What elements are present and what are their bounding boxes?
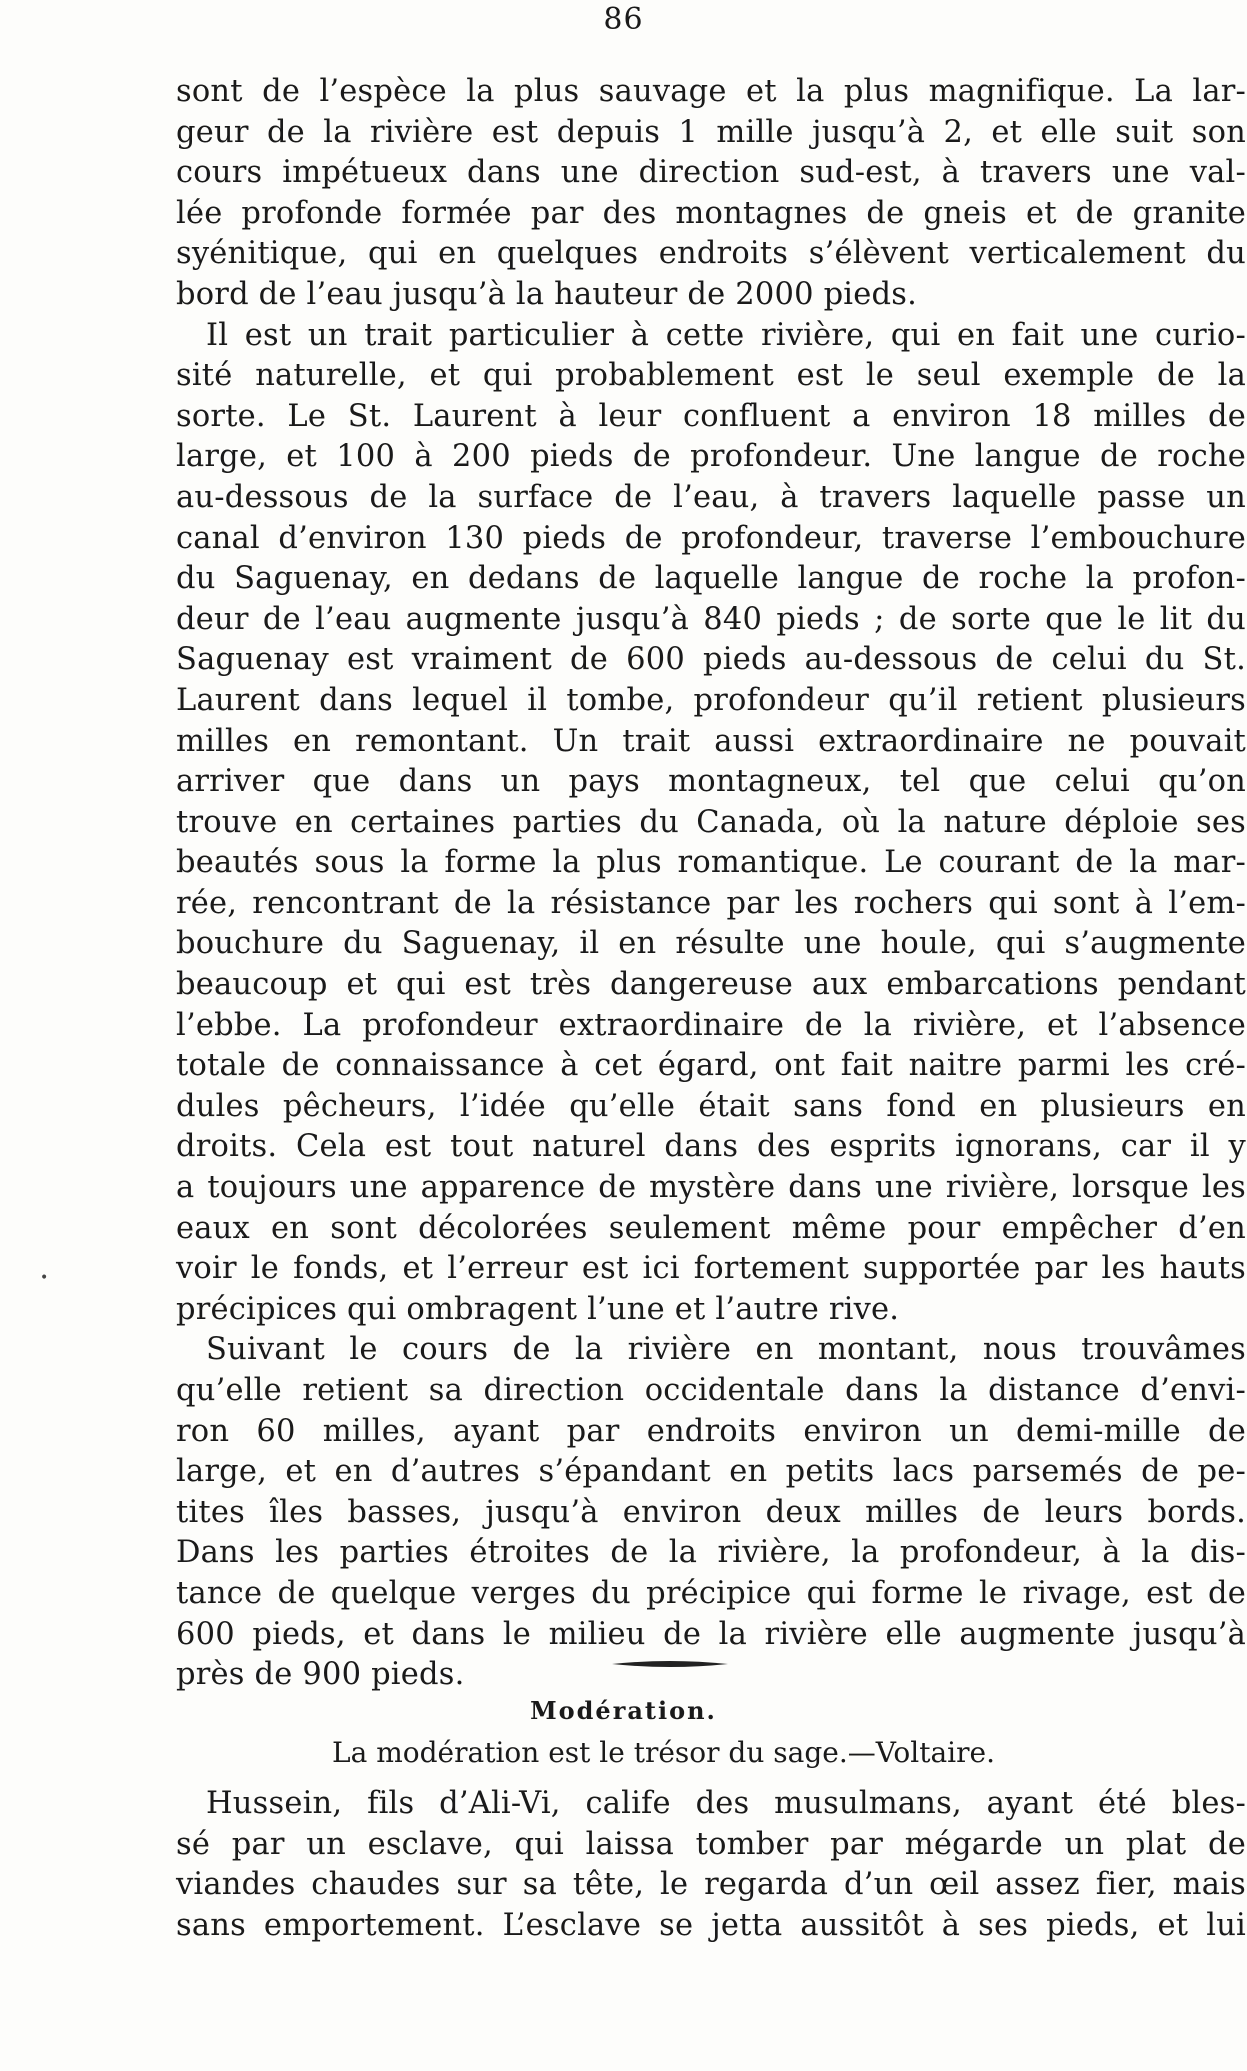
- text-line: syénitique, qui en quelques endroits s’élèvent verticalement du: [176, 236, 1246, 272]
- text-line: lée profonde formée par des montagnes de gneis et de granite: [176, 195, 1246, 231]
- section-text: [176, 1784, 1246, 1946]
- text-line: qu’elle retient sa direction occidentale dans la distance d’envi-: [176, 1373, 1246, 1408]
- text-line: a toujours une apparence de mystère dans une rivière, lorsque les: [176, 1170, 1246, 1206]
- text-line: bouchure du Saguenay, il en résulte une houle, qui s’augmente: [176, 926, 1246, 962]
- text-line: Il est un trait particulier à cette rivière, qui en fait une curio-: [206, 317, 1246, 353]
- text-line: large, et en d’autres s’épandant en petits lacs parsemés de pe-: [176, 1454, 1246, 1490]
- page-number: 86: [603, 2, 644, 37]
- text-line: du Saguenay, en dedans de laquelle langue de roche la profon-: [176, 561, 1246, 597]
- text-line: tites îles basses, jusqu’à environ deux milles de leurs bords.: [176, 1494, 1246, 1530]
- text-line: eaux en sont décolorées seulement même pour empêcher d’en: [176, 1210, 1246, 1246]
- text-line: sité naturelle, et qui probablement est le seul exemple de la: [176, 358, 1246, 394]
- text-line: Laurent dans lequel il tombe, profondeur qu’il retient plusieurs: [176, 682, 1246, 718]
- text-line: deur de l’eau augmente jusqu’à 840 pieds ; de sorte que le lit du: [176, 601, 1246, 637]
- text-line: milles en remontant. Un trait aussi extraordinaire ne pouvait: [176, 723, 1246, 759]
- text-line: sont de l’espèce la plus sauvage et la plus magnifique. La lar-: [176, 74, 1246, 109]
- text-line: beautés sous la forme la plus romantique. Le courant de la mar-: [176, 845, 1246, 881]
- text-line: large, et 100 à 200 pieds de profondeur. Une langue de roche: [176, 439, 1246, 475]
- text-line: 600 pieds, et dans le milieu de la rivière elle augmente jusqu’à: [176, 1616, 1246, 1652]
- text-line: droits. Cela est tout naturel dans des esprits ignorans, car il y: [176, 1129, 1246, 1165]
- text-line: sans emportement. L’esclave se jetta aussitôt à ses pieds, et lui: [176, 1907, 1246, 1943]
- text-line: Dans les parties étroites de la rivière, la profondeur, à la dis-: [176, 1535, 1246, 1571]
- margin-speck: •: [40, 1270, 49, 1286]
- text-line: geur de la rivière est depuis 1 mille jusqu’à 2, et elle suit son: [176, 114, 1246, 150]
- text-line: rée, rencontrant de la résistance par les rochers qui sont à l’em-: [176, 885, 1246, 921]
- text-line: trouve en certaines parties du Canada, où la nature déploie ses: [176, 804, 1246, 840]
- text-line: ron 60 milles, ayant par endroits environ un demi-mille de: [176, 1413, 1246, 1449]
- epigraph: La modération est le trésor du sage.—Voltaire.: [332, 1736, 995, 1769]
- text-line: au-dessous de la surface de l’eau, à travers laquelle passe un: [176, 479, 1246, 515]
- text-line: bord de l’eau jusqu’à la hauteur de 2000 pieds.: [176, 276, 917, 312]
- text-line: près de 900 pieds.: [176, 1657, 465, 1693]
- text-line: tance de quelque verges du précipice qui forme le rivage, est de: [176, 1575, 1246, 1611]
- text-line: viandes chaudes sur sa tête, le regarda d’un œil assez fier, mais: [176, 1867, 1246, 1903]
- text-line: cours impétueux dans une direction sud-est, à travers une val-: [176, 155, 1246, 191]
- text-line: dules pêcheurs, l’idée qu’elle était sans fond en plusieurs en: [176, 1088, 1246, 1124]
- ornamental-divider: [610, 1660, 730, 1668]
- text-line: l’ebbe. La profondeur extraordinaire de la rivière, et l’absence: [176, 1007, 1246, 1043]
- section-title: Modération.: [530, 1696, 717, 1725]
- text-line: canal d’environ 130 pieds de profondeur, traverse l’embouchure: [176, 520, 1246, 556]
- text-line: sorte. Le St. Laurent à leur confluent a environ 18 milles de: [176, 398, 1246, 434]
- text-line: Hussein, fils d’Ali-Vi, calife des musulmans, ayant été bles-: [206, 1786, 1246, 1821]
- text-line: totale de connaissance à cet égard, ont fait naitre parmi les cré-: [176, 1048, 1246, 1084]
- main-text: [176, 72, 1246, 1696]
- text-line: voir le fonds, et l’erreur est ici fortement supportée par les hauts: [176, 1251, 1246, 1287]
- text-line: Suivant le cours de la rivière en montant, nous trouvâmes: [206, 1332, 1246, 1368]
- text-line: précipices qui ombragent l’une et l’autre rive.: [176, 1291, 900, 1327]
- text-line: Saguenay est vraiment de 600 pieds au-dessous de celui du St.: [176, 642, 1246, 678]
- text-line: sé par un esclave, qui laissa tomber par mégarde un plat de: [176, 1826, 1246, 1862]
- text-line: arriver que dans un pays montagneux, tel que celui qu’on: [176, 764, 1246, 800]
- text-line: beaucoup et qui est très dangereuse aux embarcations pendant: [176, 967, 1246, 1003]
